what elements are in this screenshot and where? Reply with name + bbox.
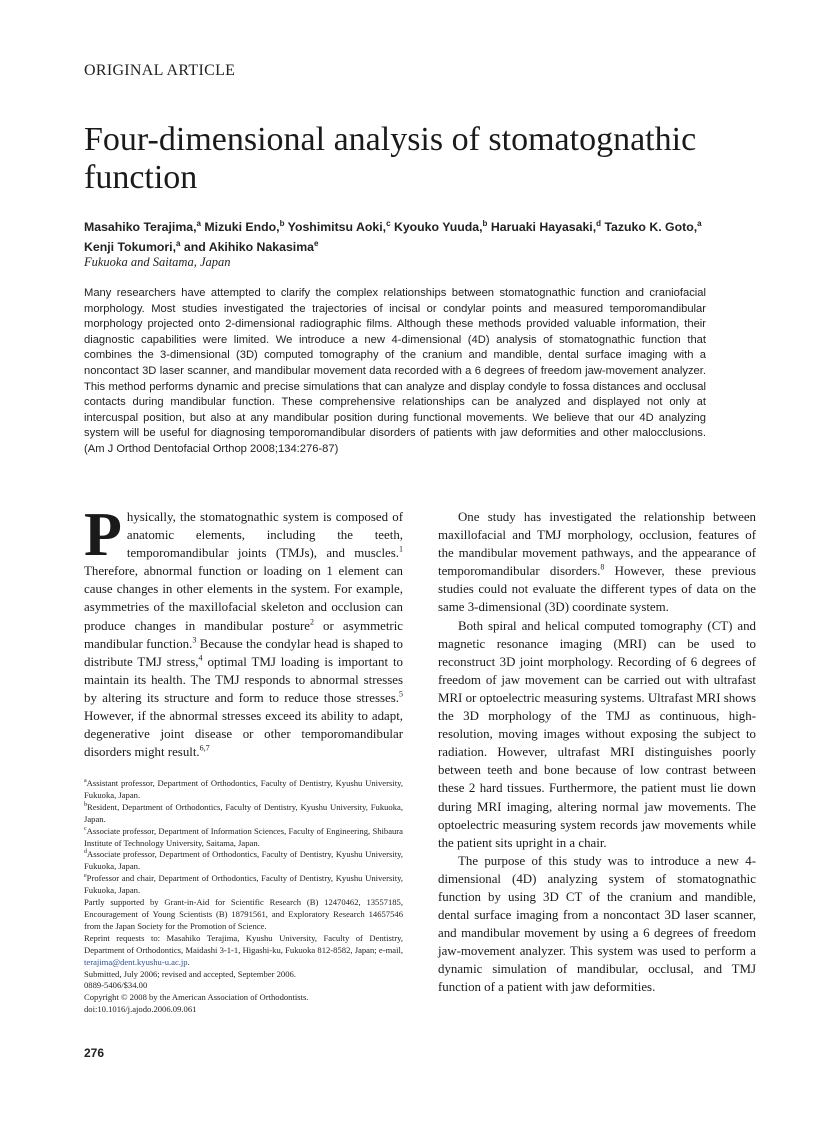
author: Mizuki Endo, [204, 220, 280, 234]
author-list [84, 217, 764, 257]
author-affiliation-mark: e [313, 238, 319, 248]
abstract: Many researchers have attempted to clarify the complex relationships between stomatognathic function and craniofacial morphology. Most studies investigated the trajectories of incisal or condylar points and measured temporomandibular morphology projected onto 2-dimensional radiographic films. Although these methods provided valuable information, their diagnostic capabilities were limited. We introduce a new 4-dimensional (4D) analysis of stomatognathic function that combines the 3-dimensional (3D) computed tomography of the cranium and mandible, dental surface imaging with a noncontact 3D laser scanner, and mandibular movement data recorded with a 6 degrees of freedom jaw-movement analyzer. This method performs dynamic and precise simulations that can analyze and display condyle to fossa distances and occlusal contacts during mandibular function. These comprehensive relationships can be analyzed and displayed not only at intercuspal position, but also at any mandibular position during functional movements. We believe that our 4D analyzing system will be useful for diagnosing temporomandibular disorders of patients with jaw deformities and other malocclusions. (Am J Orthod Dentofacial Orthop 2008;134:276-87) [84, 287, 706, 455]
author-affiliation-mark: b [279, 218, 285, 228]
footnote-affiliation: $^c$Associate professor, Department of Information Sciences, Faculty of Engineering, Shibaura Institute of Technology University, Saitama, Japan. [84, 825, 403, 848]
drop-cap: P [84, 501, 122, 569]
footnote-doi: doi:10.1016/j.ajodo.2006.09.061 [84, 1004, 197, 1015]
section-label: ORIGINAL ARTICLE [84, 62, 236, 79]
footnote-affiliation: $^a$Assistant professor, Department of Orthodontics, Faculty of Dentistry, Kyushu University, Fukuoka, Japan. [84, 778, 403, 800]
author-affiliation-mark: c [386, 218, 391, 228]
footnote-affiliation: $^e$Professor and chair, Department of Orthodontics, Faculty of Dentistry, Kyushu University, Fukuoka, Japan. [84, 873, 403, 896]
citation: 3 [192, 635, 197, 645]
author-affiliation-mark: a [697, 218, 702, 228]
body-column-right [438, 508, 756, 997]
email-link[interactable]: terajima@dent.kyushu-u.ac.jp [84, 956, 188, 967]
author: Tazuko K. Goto, [604, 220, 698, 234]
footnote-reprint: Reprint requests to: Masahiko Terajima, Kyushu University, Faculty of Dentistry, Department of Orthodontics, Maidashi 3-1-1, Higashi-ku, Fukuoka 812-8582, Japan; e-mail, terajima@dent.kyushu-u.ac.jp. [84, 932, 403, 967]
body-paragraph: The purpose of this study was to introduce a new 4-dimensional (4D) analyzing system of stomatognathic function by using 3D CT of the cranium and mandible, dental surface imaging from a noncontact 3D laser scanner, and mandibular movement by using a 6 degrees of freedom jaw-movement analyzer. This system was used to perform a dynamic simulation of mandibular, occlusal, and TMJ function of a patient with jaw deformities. [438, 853, 756, 995]
footnote-issn: 0889-5406/$34.00 [84, 980, 148, 991]
citation: 5 [399, 689, 403, 699]
citation: 6,7 [199, 743, 210, 753]
footnote-funding: Partly supported by Grant-in-Aid for Scientific Research (B) 12470462, 13557185, Encouragement of Young Scientists (B) 18791561, and Exploratory Research 14657546 from the Japan Society for the Promotion of Science. [84, 897, 403, 931]
author: Masahiko Terajima, [84, 220, 197, 234]
author-affiliation-mark: b [482, 218, 488, 228]
body-paragraph: Both spiral and helical computed tomography (CT) and magnetic resonance imaging (MRI) can be used to reconstruct 3D joint morphology. Recording of 6 degrees of freedom of jaw movement can be carried out with ultrafast MRI or optoelectric measuring systems. Ultrafast MRI shows the 3D morphology of the TMJ as continuous, high-resolution, moving images without exposing the subject to radiation. However, ultrafast MRI distinguishes poorly between teeth and bone because of low contrast between these 2 hard tissues. Furthermore, the patient must lie down during MRI imaging, altering normal jaw movements. The optoelectric measuring system records jaw movements while the patient sits upright in a chair. [438, 618, 756, 850]
citation: 1 [399, 544, 403, 554]
footnote-copyright: Copyright © 2008 by the American Association of Orthodontists. [84, 992, 309, 1003]
author-affiliation-mark: a [196, 218, 201, 228]
citation: 2 [309, 617, 314, 627]
author: Kyouko Yuuda, [393, 220, 483, 234]
citation: 8 [600, 562, 605, 572]
author-affiliation-mark: d [596, 218, 602, 228]
author-affiliation-mark: a [176, 238, 181, 248]
body-paragraph: One study has investigated the relationship between maxillofacial and TMJ morphology, occlusion, features of the mandibular movement pathways, and the appearance of temporomandibular disorders.$^8$ However, these previous studies could not evaluate the different types of data on the same 3-dimensional (3D) coordinate system. [438, 510, 756, 615]
author: Kenji Tokumori, [84, 240, 177, 254]
author: Haruaki Hayasaki, [490, 220, 597, 234]
body-column-left [84, 501, 403, 761]
footnote-affiliation: $^b$Resident, Department of Orthodontics, Faculty of Dentistry, Kyushu University, Fukuoka, Japan. [84, 801, 403, 824]
author: Yoshimitsu Aoki, [287, 220, 387, 234]
footnote-affiliation: $^d$Associate professor, Department of Orthodontics, Faculty of Dentistry, Kyushu University, Fukuoka, Japan. [84, 849, 403, 872]
footnote-submitted: Submitted, July 2006; revised and accepted, September 2006. [84, 968, 296, 979]
page-number: 276 [84, 1046, 105, 1060]
body-paragraph: Physically, the stomatognathic system is composed of anatomic elements, including the teeth, temporomandibular joints (TMJs), and muscles.$^1$ Therefore, abnormal function or loading on 1 element can cause changes in other elements in the system. For example, asymmetries of the maxillofacial skeleton and occlusion can produce changes in mandibular posture$^2$ or asymmetric mandibular function.$^3$ Because the condylar head is shaped to distribute TMJ stress,$^4$ optimal TMJ loading is important to maintain its health. The TMJ responds to abnormal stresses by altering its structure and form to reduce those stresses.$^5$ However, if the abnormal stresses exceed its ability to adapt, degenerative joint disease or other temporomandibular disorders might result.$^{6,7}$ [84, 501, 403, 760]
footnotes [84, 778, 403, 1016]
article-title: Four-dimensional analysis of stomatognathic function [84, 121, 697, 196]
author-location: Fukuoka and Saitama, Japan [84, 255, 231, 269]
citation: 4 [198, 653, 203, 663]
author: and Akihiko Nakasima [183, 240, 314, 254]
